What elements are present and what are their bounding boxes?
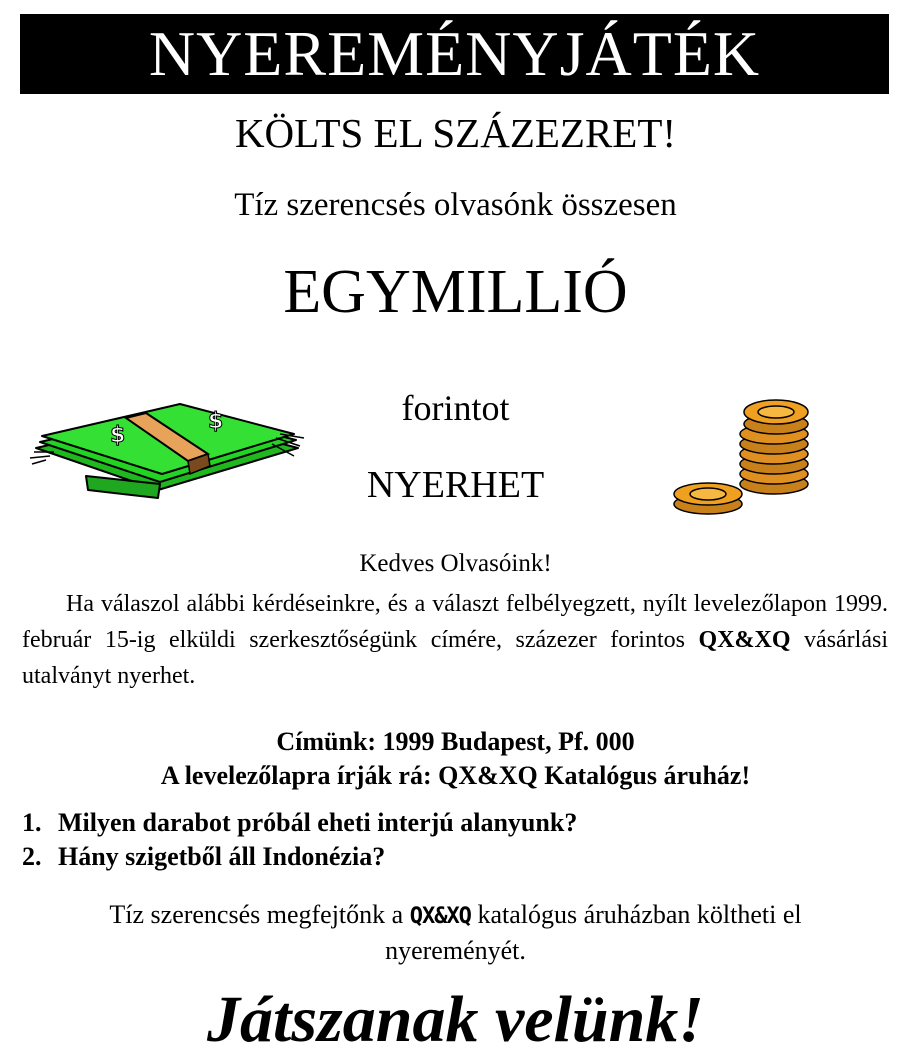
- svg-text:$: $: [110, 423, 126, 448]
- question-number: 2.: [22, 842, 42, 871]
- lead-text: Tíz szerencsés olvasónk összesen: [234, 187, 677, 223]
- address-line: Címünk: 1999 Budapest, Pf. 000: [276, 727, 635, 756]
- svg-text:$: $: [208, 409, 224, 434]
- action-text: NYERHET: [366, 464, 545, 506]
- question-number: 1.: [22, 808, 42, 837]
- closing-part2: katalógus áruházban költheti el nyereményét.: [385, 900, 802, 965]
- final-slogan: Játszanak velünk!: [207, 983, 704, 1056]
- prize-amount: EGYMILLIÓ: [283, 258, 628, 326]
- question-text: Milyen darabot próbál eheti interjú alanyunk?: [58, 808, 578, 837]
- closing-text: [40, 898, 871, 968]
- banner-title: NYEREMÉNYJÁTÉK: [20, 14, 889, 94]
- question-text: Hány szigetből áll Indonézia?: [58, 842, 386, 871]
- paragraph-part2: vásárlási utalványt nyerhet.: [22, 627, 889, 689]
- postcard-instruction: A levelezőlapra írják rá: QX&XQ Katalógus áruház!: [160, 761, 751, 790]
- coin-stack-icon: [668, 388, 818, 520]
- question-list: [22, 806, 888, 874]
- closing-part1: Tíz szerencsés megfejtőnk a: [109, 900, 410, 929]
- brand-name: QX&XQ: [698, 627, 791, 653]
- paragraph-part1: Ha válaszol alábbi kérdéseinkre, és a választ felbélyegzett, nyílt levelezőlapon 1999. február 15-ig elküldi szerkesztőségünk címére, százezer forintos: [22, 591, 888, 653]
- question-item: [22, 840, 888, 874]
- money-stack-icon: [26, 398, 306, 508]
- subtitle: KÖLTS EL SZÁZEZRET!: [234, 110, 677, 156]
- question-item: [22, 806, 888, 840]
- contest-paragraph: [22, 586, 888, 694]
- currency-text: forintot: [401, 388, 510, 428]
- greeting: Kedves Olvasóink!: [359, 550, 552, 577]
- brand-logo: QX&XQ: [409, 904, 471, 929]
